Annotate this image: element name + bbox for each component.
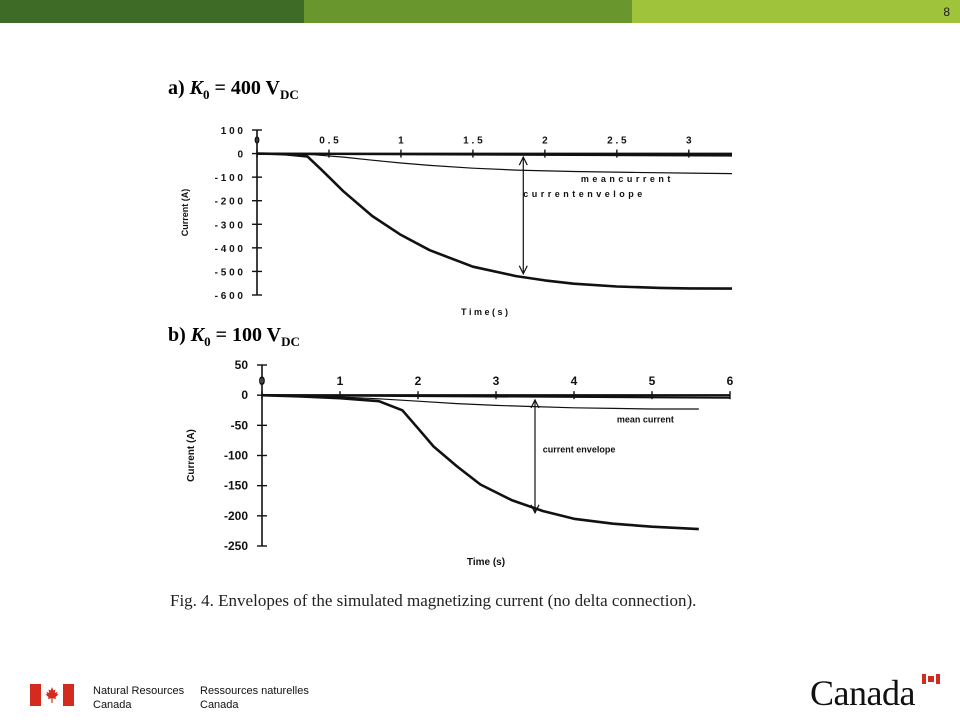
chart-a-x-axis-label: T i m e ( s ): [460, 307, 509, 317]
chart-a-annotation: m e a n c u r r e n t: [580, 173, 671, 184]
chart-b-y-tick-label: -150: [223, 478, 248, 493]
chart-a-y-tick-label: - 6 0 0: [214, 291, 243, 302]
chart-a-title-k: K: [189, 77, 204, 99]
chart-b-x-tick-label: 5: [648, 374, 656, 389]
chart-a-y-tick-label: 0: [237, 149, 243, 161]
chart-a-x-tick-label: 2: [542, 135, 548, 147]
chart-b-y-tick-label: -200: [223, 508, 248, 523]
chart-b-annotation: mean current: [616, 414, 674, 425]
chart-b-title-subdc: DC: [281, 334, 300, 349]
chart-b-y-tick-label: -100: [223, 448, 248, 463]
chart-b-title-k: K: [190, 324, 205, 346]
dept-en-line2: Canada: [93, 699, 132, 711]
chart-a-y-tick-label: 1 0 0: [220, 126, 243, 137]
chart-a-title-sub0: 0: [203, 87, 210, 102]
chart-b-x-tick-label: 0: [258, 374, 266, 389]
top-bar-band-dark: [0, 0, 304, 23]
chart-panel-b: [160, 320, 750, 575]
chart-b-y-tick-label: -250: [223, 539, 248, 553]
chart-b-y-axis-label: Current (A): [186, 429, 197, 482]
chart-b-annotation: current envelope: [542, 444, 616, 455]
government-flag-logo: [30, 684, 74, 706]
department-name-english: [93, 684, 184, 712]
chart-b-svg: [160, 320, 750, 575]
chart-b-title-rest: = 100 V: [210, 324, 282, 346]
chart-a-x-tick-label: 1: [398, 135, 404, 147]
dept-fr-line2: Canada: [200, 699, 239, 711]
chart-a-svg: [160, 75, 750, 323]
chart-b-y-tick-label: 0: [241, 388, 248, 403]
chart-a-x-tick-label: 0 . 5: [319, 135, 339, 147]
department-name-french: [200, 684, 309, 712]
chart-a-y-tick-label: - 2 0 0: [214, 196, 243, 208]
chart-panel-a: [160, 75, 750, 323]
dept-fr-line1: Ressources naturelles: [200, 685, 309, 697]
canada-flag-icon: [30, 684, 74, 706]
figure-caption: Fig. 4. Envelopes of the simulated magnetizing current (no delta connection).: [170, 591, 697, 610]
chart-b-x-tick-label: 2: [414, 374, 422, 389]
chart-a-y-tick-label: - 3 0 0: [214, 220, 243, 232]
chart-b-x-tick-label: 1: [336, 374, 344, 389]
chart-a-y-tick-label: - 4 0 0: [214, 243, 243, 255]
chart-a-x-tick-label: 3: [686, 135, 692, 147]
chart-b-x-tick-label: 3: [492, 374, 500, 389]
top-bar-band-mid: [304, 0, 632, 23]
chart-a-y-tick-label: - 1 0 0: [214, 173, 243, 185]
chart-a-annotation: c u r r e n t e n v e l o p e: [523, 189, 643, 200]
chart-a-title-subdc: DC: [280, 87, 299, 102]
top-bar-band-light: [632, 0, 960, 23]
chart-a-x-tick-label: 0: [254, 135, 260, 147]
chart-b-label: b): [168, 324, 186, 346]
chart-a-title-rest: = 400 V: [209, 77, 280, 99]
wordmark-flag-icon: [922, 674, 940, 684]
chart-b-x-tick-label: 4: [570, 374, 578, 389]
chart-a-label: a): [168, 77, 185, 99]
chart-b-title-sub0: 0: [204, 334, 211, 349]
chart-a-x-tick-label: 1 . 5: [463, 135, 483, 147]
chart-b-y-tick-label: -50: [230, 418, 248, 433]
chart-b-y-tick-label: 50: [234, 358, 248, 372]
dept-en-line1: Natural Resources: [93, 685, 185, 697]
canada-wordmark: Canada: [810, 673, 915, 713]
chart-b-x-axis-label: Time (s): [466, 557, 506, 568]
chart-a-y-axis-label: Current (A): [180, 188, 190, 237]
page-number: 8: [943, 5, 950, 19]
chart-a-y-tick-label: - 5 0 0: [214, 267, 243, 279]
chart-b-x-tick-label: 6: [726, 374, 734, 389]
chart-a-series-mean-current: [257, 154, 732, 174]
top-color-bar: [0, 0, 960, 23]
chart-a-x-tick-label: 2 . 5: [607, 135, 627, 147]
